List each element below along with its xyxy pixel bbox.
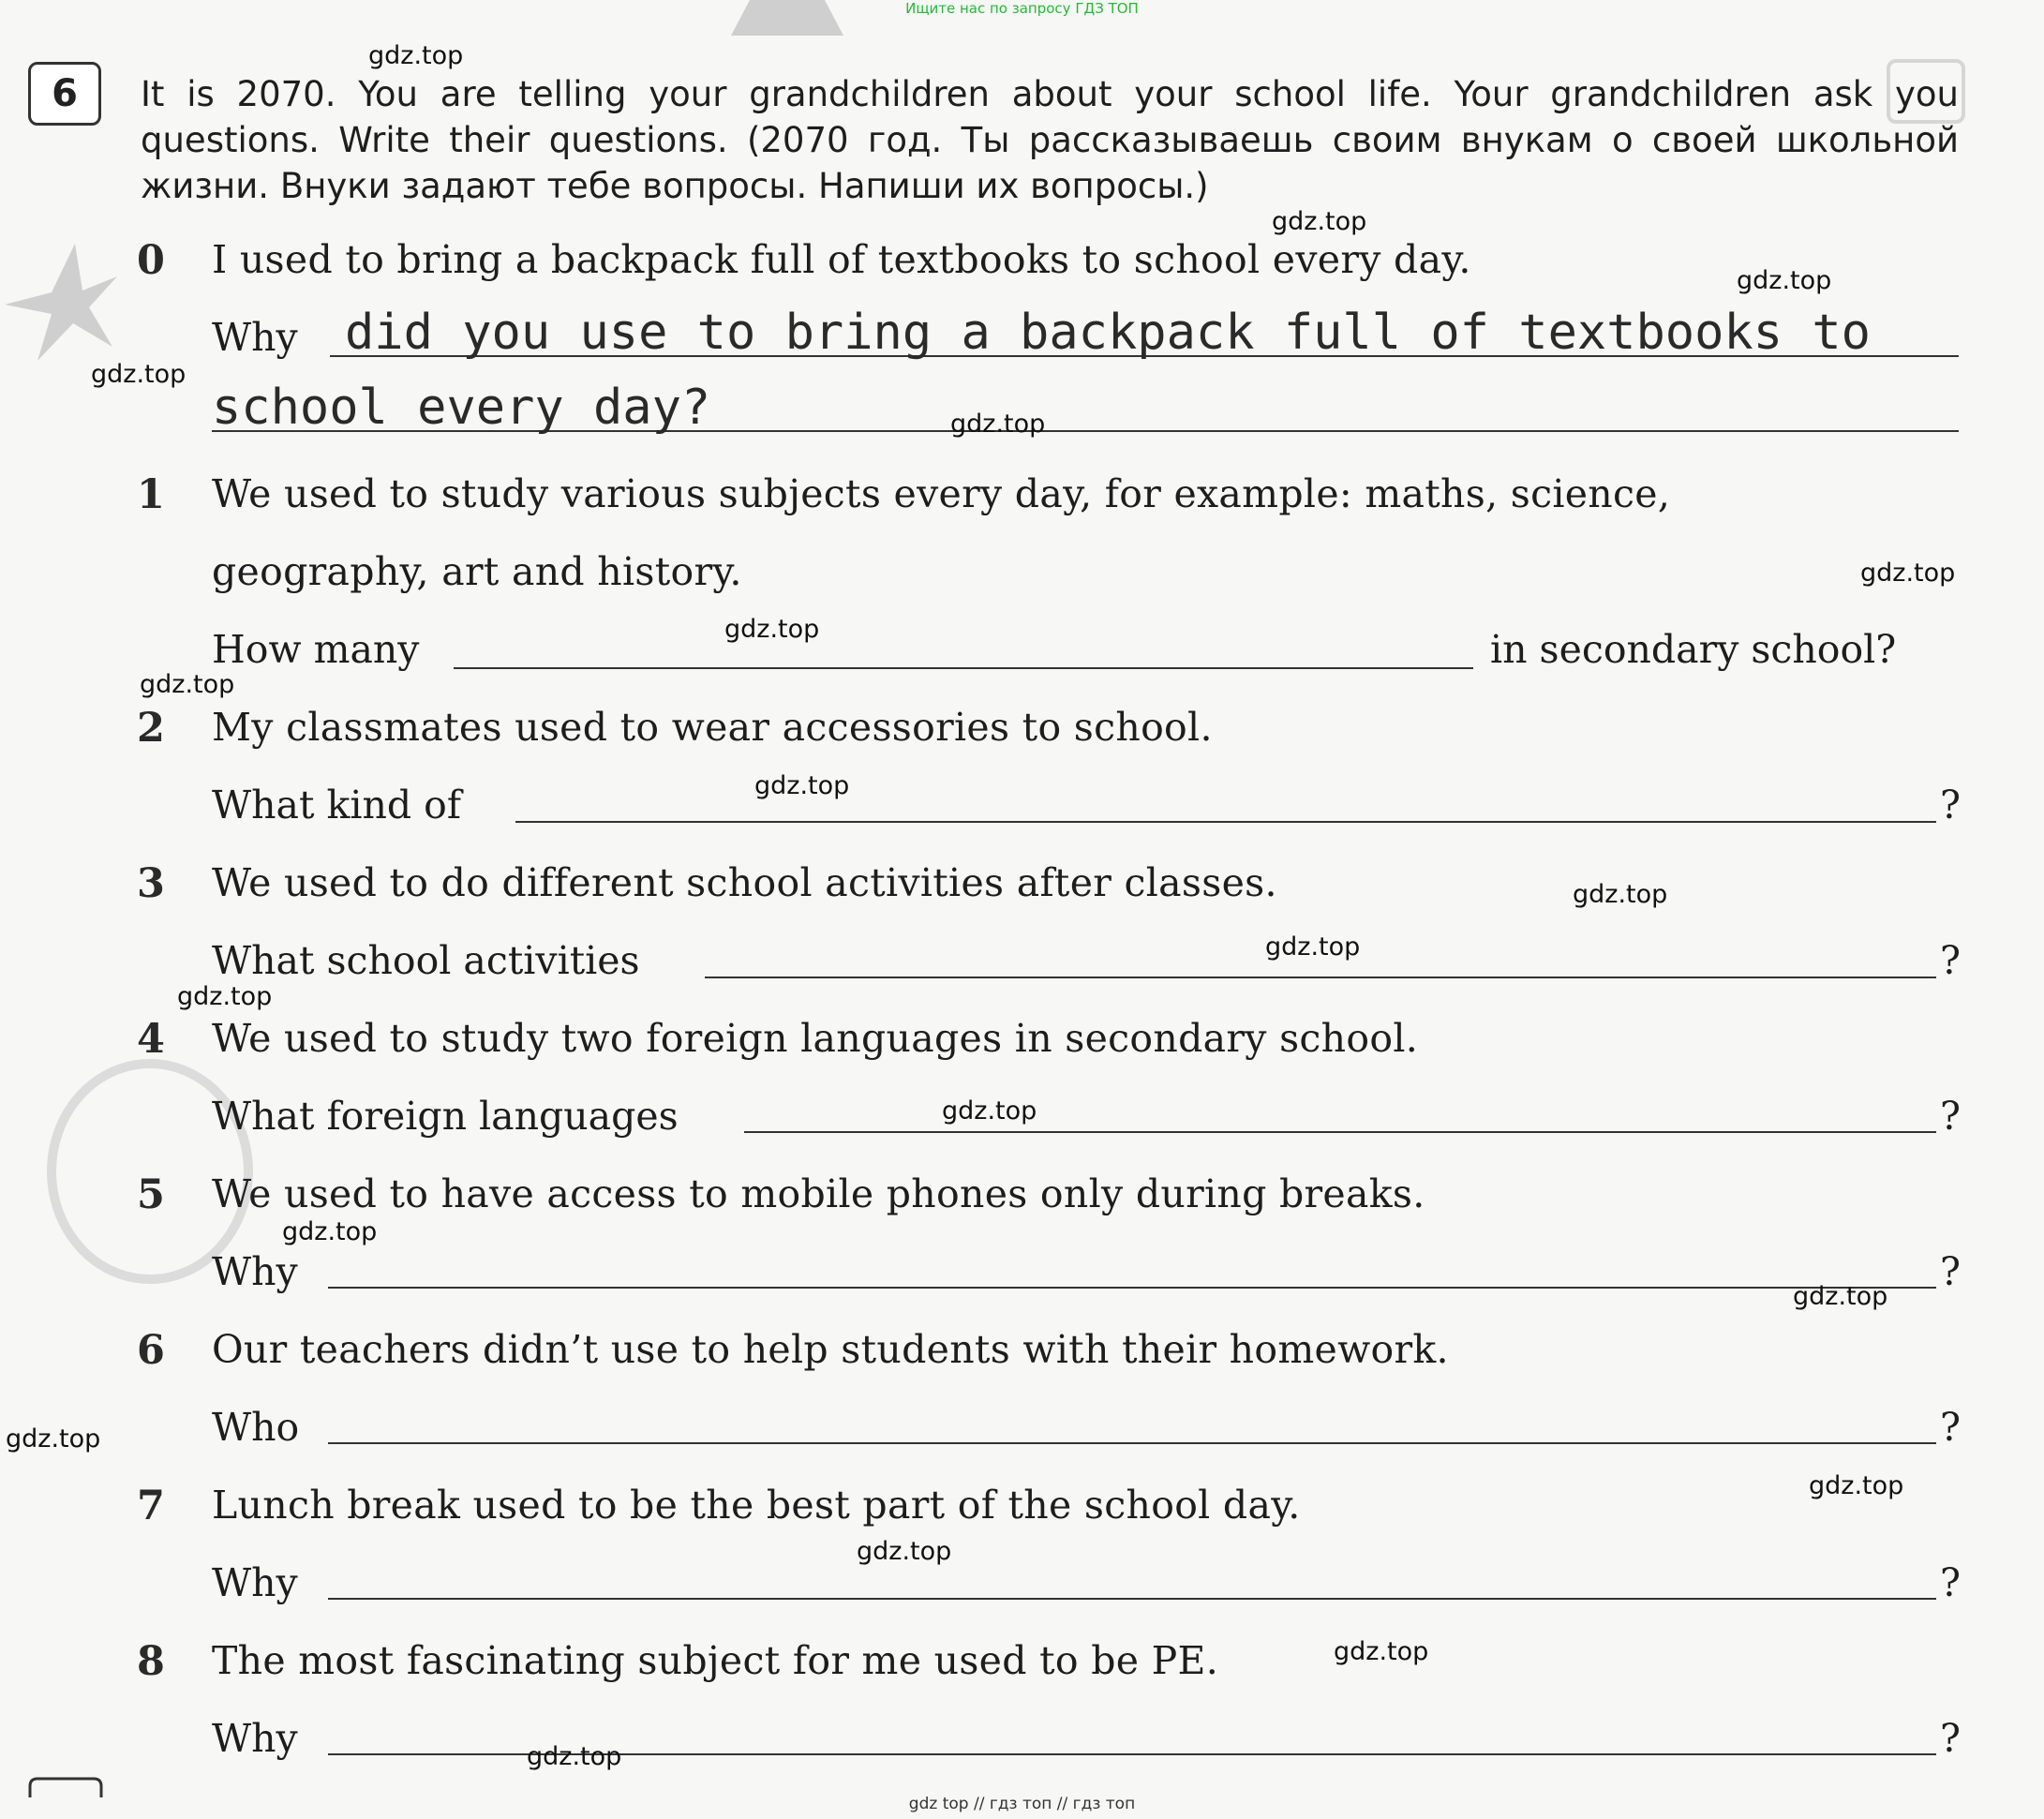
ending-1: in secondary school? — [1490, 627, 1897, 672]
ending-6: ? — [1940, 1405, 1961, 1450]
watermark: gdz.top — [1737, 266, 1832, 295]
prompt-7: Why — [212, 1560, 298, 1605]
ending-7: ? — [1940, 1560, 1961, 1605]
ending-3: ? — [1940, 938, 1961, 983]
statement-4: We used to study two foreign languages in secondary school. — [212, 1016, 1419, 1061]
watermark: gdz.top — [140, 670, 235, 699]
watermark: gdz.top — [942, 1096, 1037, 1126]
statement-0: I used to bring a backpack full of textbooks to school every day. — [212, 237, 1471, 282]
watermark: gdz.top — [1272, 207, 1367, 236]
prompt-1: How many — [212, 627, 420, 672]
answer-line-1[interactable] — [454, 667, 1473, 669]
task-number-badge: 6 — [28, 62, 101, 126]
prompt-2: What kind of — [212, 783, 461, 827]
answer-line-5[interactable] — [328, 1287, 1936, 1289]
answer-line-6[interactable] — [328, 1442, 1936, 1444]
item-number-7: 7 — [137, 1483, 165, 1529]
item-number-6: 6 — [137, 1327, 165, 1374]
star-decoration — [0, 234, 122, 369]
prompt-6: Who — [212, 1405, 300, 1450]
statement-2: My classmates used to wear accessories to school. — [212, 705, 1213, 750]
statement-5: We used to have access to mobile phones only during breaks. — [212, 1171, 1425, 1216]
watermark: gdz.top — [1573, 880, 1668, 909]
item-number-4: 4 — [137, 1016, 165, 1063]
watermark: gdz.top — [91, 360, 186, 389]
answer-line-3[interactable] — [705, 977, 1936, 978]
ending-2: ? — [1940, 783, 1961, 827]
watermark: gdz.top — [527, 1742, 622, 1771]
ending-8: ? — [1940, 1716, 1961, 1761]
watermark: gdz.top — [1265, 932, 1361, 962]
item-number-0: 0 — [137, 237, 165, 284]
prompt-3: What school activities — [212, 938, 640, 983]
answer-line-4[interactable] — [744, 1131, 1936, 1133]
prompt-5: Why — [212, 1249, 298, 1294]
statement-1-line2: geography, art and history. — [212, 549, 742, 594]
watermark: gdz.top — [857, 1537, 952, 1566]
bottom-banner[interactable]: gdz top // гдз топ // гдз топ — [908, 1795, 1136, 1813]
top-banner[interactable]: Ищите нас по запросу ГДЗ ТОП — [905, 0, 1139, 17]
watermark: gdz.top — [282, 1217, 378, 1246]
watermark: gdz.top — [368, 41, 464, 70]
statement-1-line1: We used to study various subjects every day, for example: maths, science, — [212, 471, 1671, 516]
statement-3: We used to do different school activities after classes. — [212, 860, 1277, 905]
next-task-badge — [28, 1777, 103, 1801]
item-number-3: 3 — [137, 860, 165, 907]
prompt-4: What foreign languages — [212, 1094, 679, 1139]
watermark: gdz.top — [950, 410, 1046, 439]
watermark: gdz.top — [1809, 1471, 1904, 1500]
item-number-1: 1 — [137, 471, 165, 518]
handwritten-answer-line2: school every day? — [212, 380, 711, 436]
watermark: gdz.top — [1793, 1282, 1888, 1311]
prompt-0: Why — [212, 315, 298, 360]
statement-8: The most fascinating subject for me used to be PE. — [212, 1638, 1219, 1683]
statement-7: Lunch break used to be the best part of the school day. — [212, 1483, 1301, 1528]
watermark: gdz.top — [177, 982, 273, 1011]
ending-4: ? — [1940, 1094, 1961, 1139]
answer-line-7[interactable] — [328, 1598, 1936, 1600]
item-number-2: 2 — [137, 705, 165, 752]
watermark: gdz.top — [1334, 1637, 1429, 1666]
watermark: gdz.top — [754, 771, 850, 800]
answer-line-2[interactable] — [515, 821, 1936, 823]
handwritten-answer-line1: did you use to bring a backpack full of textbooks to — [345, 305, 1871, 361]
watermark: gdz.top — [1860, 559, 1956, 588]
item-number-8: 8 — [137, 1638, 165, 1685]
item-number-5: 5 — [137, 1171, 165, 1218]
watermark: gdz.top — [6, 1424, 101, 1454]
statement-6: Our teachers didn’t use to help students with their homework. — [212, 1327, 1449, 1372]
ending-5: ? — [1940, 1249, 1961, 1294]
prompt-8: Why — [212, 1716, 298, 1761]
watermark: gdz.top — [724, 615, 820, 644]
task-instruction: It is 2070. You are telling your grandchildren about your school life. Your grandchildren ask you questions. Write their questions. (2070 год. Ты рассказываешь своим внукам о своей школьной жизни. Внуки задают тебе вопросы. Напиши их вопросы.) — [141, 74, 1959, 206]
